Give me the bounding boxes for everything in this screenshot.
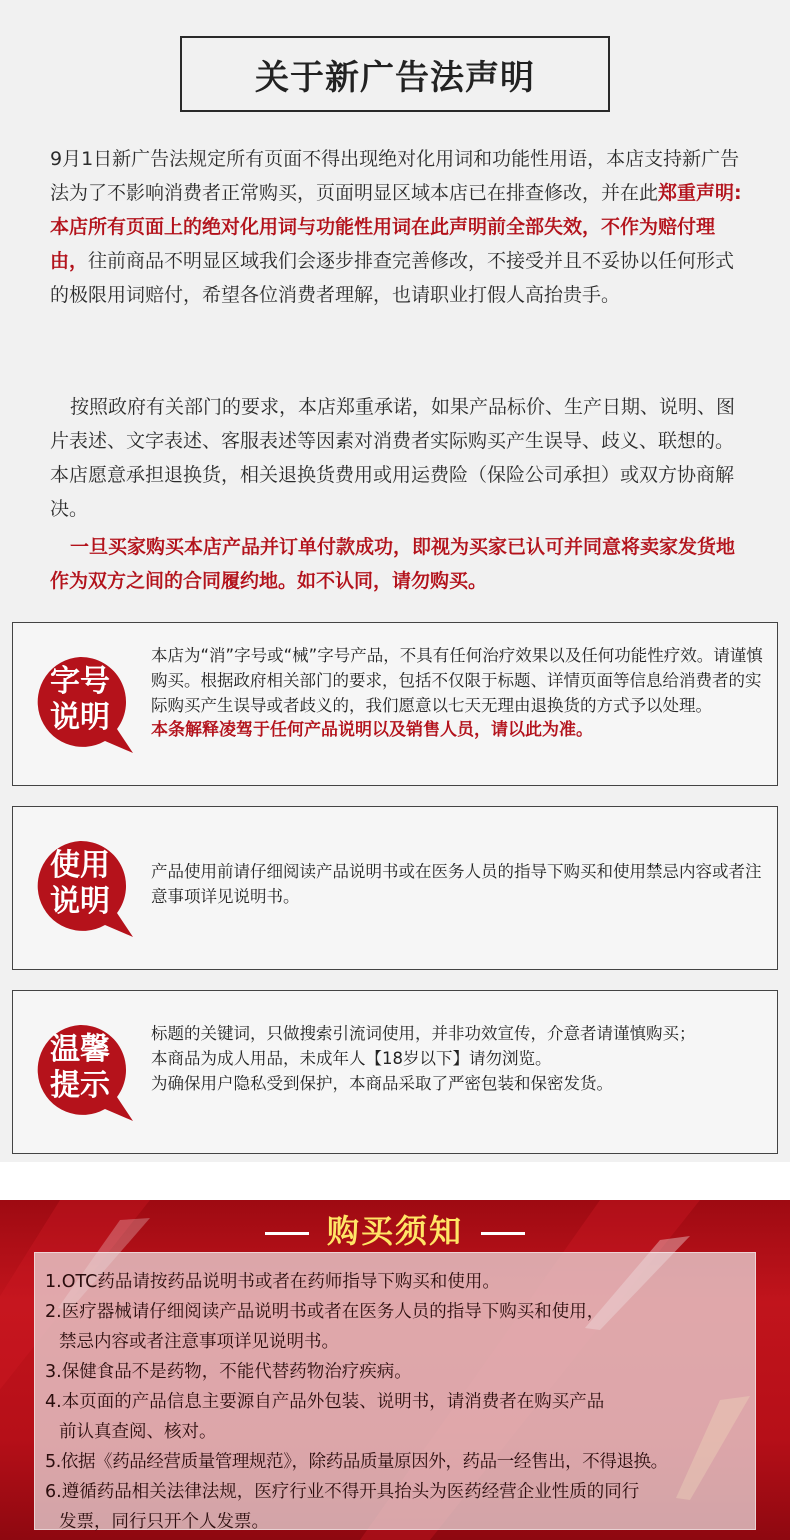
statement-paragraph-3: 一旦买家购买本店产品并订单付款成功，即视为买家已认可并同意将卖家发货地作为双方之间的合同履约地。如不认同，请勿购买。: [50, 536, 736, 592]
list-item: 4.本页面的产品信息主要源自产品外包装、说明书，请消费者在购买产品: [45, 1392, 605, 1412]
statement-text: 9月1日新广告法规定所有页面不得出现绝对化用词和功能性用语，本店支持新广告法为了不影响消费者正常购买，页面明显区域本店已在排查修改，并在此: [50, 148, 740, 204]
purchase-notice-section: [0, 1200, 790, 1540]
list-item: 前认真查阅、核对。: [59, 1422, 217, 1442]
notice-line-1: 标题的关键词，只做搜索引流词使用，并非功效宣传，介意者请谨慎购买；: [151, 1024, 696, 1043]
list-item: 1.OTC药品请按药品说明书或者在药师指导下购买和使用。: [45, 1272, 500, 1292]
statement-paragraph-2: 按照政府有关部门的要求，本店郑重承诺，如果产品标价、生产日期、说明、图片表述、文字表述、客服表述等因素对消费者实际购买产生误导、歧义、联想的。本店愿意承担退换货，相关退换货费用或用运费险（保险公司承担）或双方协商解决。: [50, 396, 736, 520]
notice-body: 产品使用前请仔细阅读产品说明书或在医务人员的指导下购买和使用禁忌内容或者注意事项详见说明书。: [151, 862, 762, 906]
notice-box-tips: [12, 990, 778, 1154]
purchase-title-text: 购买须知: [326, 1212, 463, 1250]
statement-text-2: 往前商品不明显区域我们会逐步排查完善修改，不接受并且不妥协以任何形式的极限用词赔付，希望各位消费者理解，也请职业打假人高抬贵手。: [50, 250, 735, 306]
list-item: 6.遵循药品相关法律法规，医疗行业不得开具抬头为医药经营企业性质的同行: [45, 1482, 640, 1502]
badge-line-1: 温馨: [50, 1032, 110, 1067]
list-item: 3.保健食品不是药物，不能代替药物治疗疾病。: [45, 1362, 412, 1382]
badge-line-1: 使用: [50, 848, 110, 883]
badge-line-2: 说明: [50, 884, 110, 919]
notice-text: [151, 643, 771, 743]
notice-text: [151, 1021, 771, 1096]
notice-red-note: 本条解释凌驾于任何产品说明以及销售人员，请以此为准。: [151, 720, 593, 740]
list-item: 5.依据《药品经营质量管理规范》，除药品质量原因外，药品一经售出，不得退换。: [45, 1452, 668, 1472]
badge-line-1: 字号: [50, 664, 110, 699]
notice-text: [151, 859, 771, 909]
section-divider: [0, 1162, 790, 1200]
dash-left: [265, 1232, 309, 1235]
badge-icon: [35, 1021, 139, 1125]
statement-paragraph-1: [50, 142, 750, 312]
notice-box-name-description: [12, 622, 778, 786]
notice-box-usage: [12, 806, 778, 970]
badge-line-2: 说明: [50, 700, 110, 735]
badge-icon: [35, 653, 139, 757]
list-item: 发票，同行只开个人发票。: [59, 1512, 269, 1532]
badge-line-2: 提示: [50, 1068, 110, 1103]
purchase-notice-list: [45, 1267, 745, 1537]
badge-icon: [35, 837, 139, 941]
statement-red-text: 郑重声明:本店所有页面上的绝对化用词与功能性用词在此声明前全部失效，不作为赔付理由，: [50, 182, 742, 272]
notice-body: 本店为“消”字号或“械”字号产品，不具有任何治疗效果以及任何功能性疗效。请谨慎购买。根据政府相关部门的要求，包括不仅限于标题、详情页面等信息给消费者的实际购买产生误导或者歧义的，我们愿意以七天无理由退换货的方式予以处理。: [151, 646, 763, 715]
purchase-title: [0, 1206, 790, 1252]
page-title: 关于新广告法声明: [180, 36, 610, 112]
dash-right: [481, 1232, 525, 1235]
notice-line-2: 本商品为成人用品，未成年人【18岁以下】请勿浏览。: [151, 1049, 552, 1068]
notice-line-3: 为确保用户隐私受到保护，本商品采取了严密包装和保密发货。: [151, 1074, 613, 1093]
list-item: 2.医疗器械请仔细阅读产品说明书或者在医务人员的指导下购买和使用，: [45, 1302, 605, 1322]
purchase-notice-panel: [34, 1252, 756, 1530]
list-item: 禁忌内容或者注意事项详见说明书。: [59, 1332, 339, 1352]
